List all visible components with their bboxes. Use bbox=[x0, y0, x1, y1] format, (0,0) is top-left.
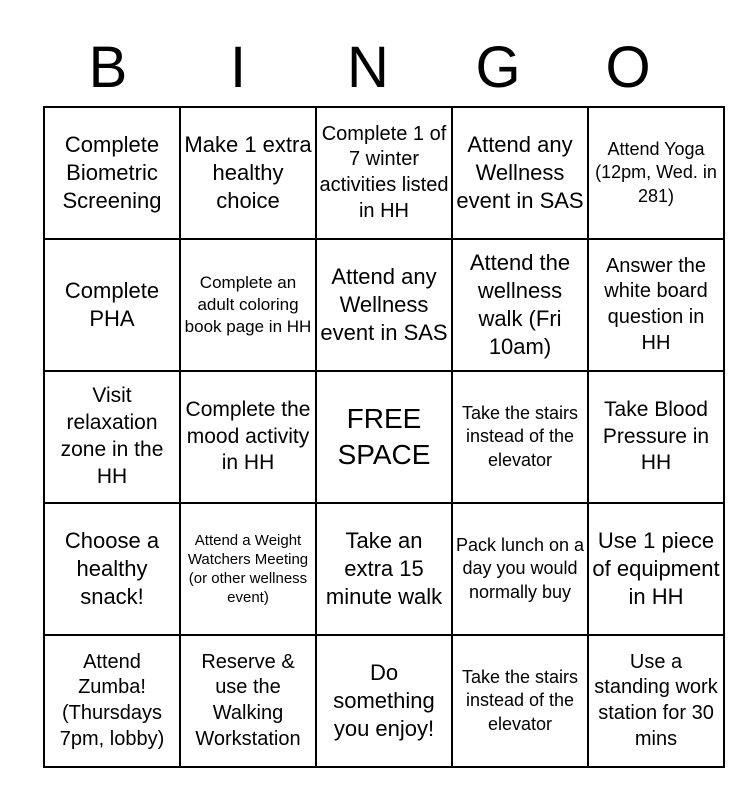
bingo-cell-r3c4: Take the stairs instead of the elevator bbox=[452, 371, 588, 503]
bingo-cell-r5c4: Take the stairs instead of the elevator bbox=[452, 635, 588, 767]
bingo-cell-r2c5: Answer the white board question in HH bbox=[588, 239, 724, 371]
bingo-row-1 bbox=[44, 107, 724, 239]
bingo-cell-r1c3: Complete 1 of 7 winter activities listed in HH bbox=[316, 107, 452, 239]
bingo-cell-r2c3: Attend any Wellness event in SAS bbox=[316, 239, 452, 371]
bingo-cell-r4c1: Choose a healthy snack! bbox=[44, 503, 180, 635]
bingo-cell-r5c2: Reserve & use the Walking Workstation bbox=[180, 635, 316, 767]
bingo-row-3 bbox=[44, 371, 724, 503]
title-letter-i: I bbox=[229, 35, 247, 100]
bingo-cell-r2c4: Attend the wellness walk (Fri 10am) bbox=[452, 239, 588, 371]
bingo-grid bbox=[43, 106, 725, 768]
bingo-cell-r5c3: Do something you enjoy! bbox=[316, 635, 452, 767]
bingo-cell-r3c5: Take Blood Pressure in HH bbox=[588, 371, 724, 503]
bingo-cell-r4c3: Take an extra 15 minute walk bbox=[316, 503, 452, 635]
bingo-title bbox=[43, 36, 693, 100]
bingo-cell-r4c5: Use 1 piece of equipment in HH bbox=[588, 503, 724, 635]
title-letter-n: N bbox=[347, 35, 389, 100]
title-letter-o: O bbox=[605, 35, 651, 100]
title-letter-g: G bbox=[475, 35, 521, 100]
bingo-cell-r3c2: Complete the mood activity in HH bbox=[180, 371, 316, 503]
bingo-cell-r1c5: Attend Yoga (12pm, Wed. in 281) bbox=[588, 107, 724, 239]
title-letter-b: B bbox=[88, 35, 128, 100]
bingo-row-5 bbox=[44, 635, 724, 767]
bingo-cell-r1c2: Make 1 extra healthy choice bbox=[180, 107, 316, 239]
bingo-row-2 bbox=[44, 239, 724, 371]
bingo-cell-r3c1: Visit relaxation zone in the HH bbox=[44, 371, 180, 503]
bingo-cell-r5c5: Use a standing work station for 30 mins bbox=[588, 635, 724, 767]
bingo-row-4 bbox=[44, 503, 724, 635]
bingo-cell-r5c1: Attend Zumba! (Thursdays 7pm, lobby) bbox=[44, 635, 180, 767]
bingo-cell-r2c2: Complete an adult coloring book page in HH bbox=[180, 239, 316, 371]
bingo-cell-r1c1: Complete Biometric Screening bbox=[44, 107, 180, 239]
bingo-cell-r2c1: Complete PHA bbox=[44, 239, 180, 371]
bingo-cell-r1c4: Attend any Wellness event in SAS bbox=[452, 107, 588, 239]
bingo-cell-r4c2: Attend a Weight Watchers Meeting (or other wellness event) bbox=[180, 503, 316, 635]
free-space-cell: FREE SPACE bbox=[316, 371, 452, 503]
bingo-cell-r4c4: Pack lunch on a day you would normally buy bbox=[452, 503, 588, 635]
